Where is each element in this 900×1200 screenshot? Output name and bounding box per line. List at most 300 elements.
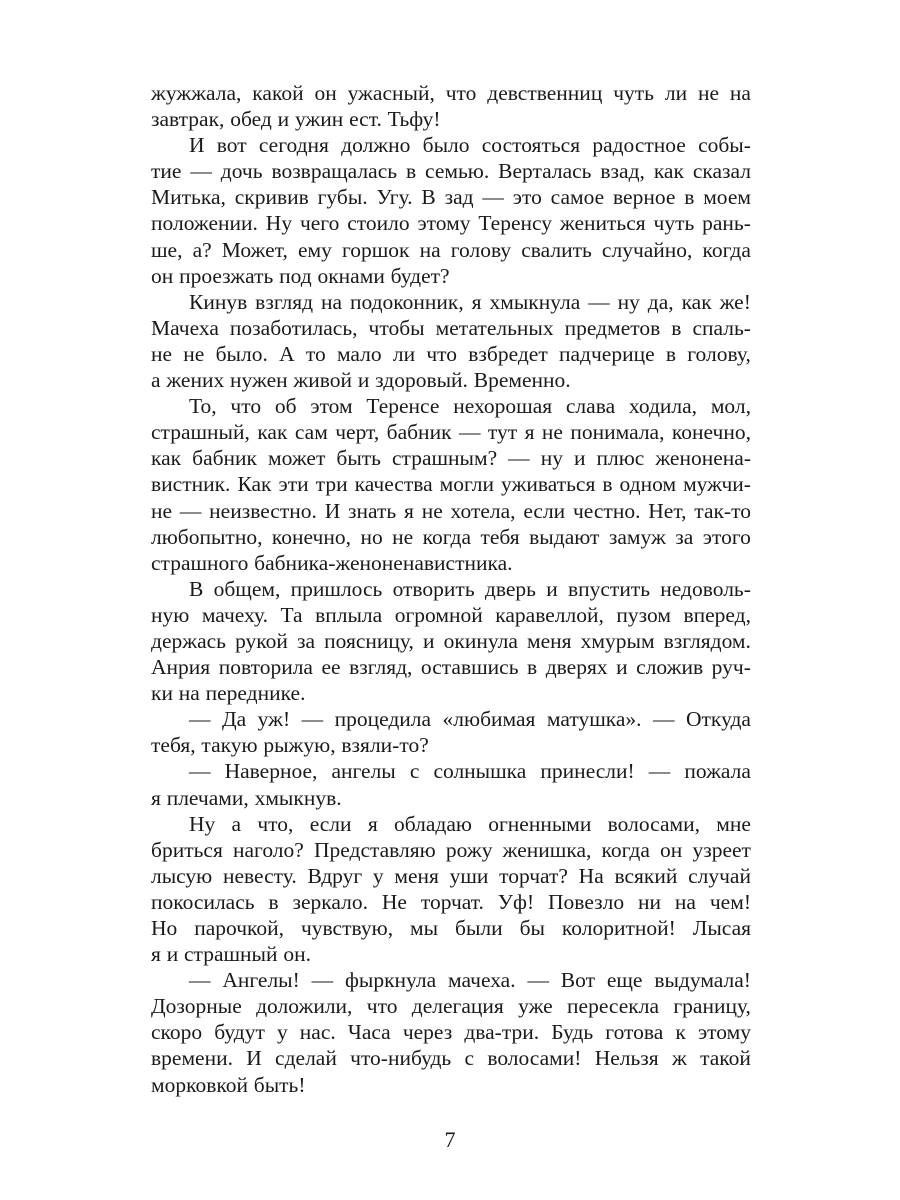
word: на bbox=[178, 681, 200, 706]
word: Тьфу! bbox=[387, 107, 441, 132]
word: стоило bbox=[347, 211, 410, 236]
word: меня bbox=[394, 863, 439, 888]
word: впустить bbox=[567, 576, 651, 601]
word: губы. bbox=[317, 185, 368, 210]
word: ж bbox=[671, 1046, 687, 1071]
word: когда bbox=[601, 837, 650, 862]
word: могли bbox=[439, 472, 494, 497]
word: В bbox=[189, 576, 204, 601]
word: два-три. bbox=[464, 1020, 540, 1045]
word: к bbox=[675, 1020, 686, 1045]
text-line bbox=[151, 654, 751, 680]
word: Наверное, bbox=[224, 759, 318, 784]
text-line bbox=[151, 889, 751, 915]
word: ше, bbox=[151, 237, 183, 262]
word: когда bbox=[702, 237, 751, 262]
word: ли bbox=[664, 81, 688, 105]
word: у bbox=[372, 863, 384, 888]
word: черт, bbox=[335, 420, 380, 445]
word: — bbox=[189, 968, 211, 993]
word: сам bbox=[294, 420, 328, 445]
paragraph bbox=[151, 811, 751, 968]
text-line bbox=[151, 419, 751, 445]
word: я bbox=[404, 498, 414, 523]
word: ную bbox=[151, 602, 190, 627]
word: На bbox=[578, 863, 604, 888]
word: рыжую, bbox=[263, 733, 336, 758]
text-line bbox=[151, 602, 751, 628]
text-line bbox=[151, 941, 751, 967]
word: вперед, bbox=[683, 602, 751, 627]
word: я bbox=[151, 785, 161, 810]
word: три bbox=[315, 472, 348, 497]
text-line bbox=[151, 811, 751, 837]
word: ест. bbox=[349, 107, 382, 132]
word: самое bbox=[550, 185, 605, 210]
word: тебя bbox=[480, 524, 520, 549]
word: сказал bbox=[692, 159, 751, 184]
word: огненными bbox=[488, 811, 592, 836]
text-line bbox=[151, 706, 751, 732]
word: взяли-то? bbox=[341, 733, 429, 758]
word: взглядом. bbox=[663, 628, 751, 653]
text-line bbox=[151, 732, 751, 758]
word: а bbox=[231, 811, 242, 836]
word: ну bbox=[617, 289, 640, 314]
word: То, bbox=[189, 394, 217, 419]
word: Временно. bbox=[473, 368, 571, 393]
word: моем bbox=[703, 185, 751, 210]
word: и bbox=[546, 576, 558, 601]
word: что bbox=[445, 81, 477, 105]
word: Как bbox=[237, 472, 272, 497]
word: этого bbox=[702, 524, 751, 549]
word: дверь bbox=[484, 576, 536, 601]
word: бабник bbox=[192, 446, 258, 471]
word: верное bbox=[613, 185, 676, 210]
word: метательных bbox=[435, 315, 554, 340]
word: принесли! bbox=[540, 759, 635, 784]
word: оставшись bbox=[420, 655, 519, 680]
word: — bbox=[189, 707, 211, 732]
word: взад, bbox=[600, 159, 645, 184]
word: жениться bbox=[559, 211, 646, 236]
word: недоволь- bbox=[660, 576, 751, 601]
word: в bbox=[405, 159, 417, 184]
word: он bbox=[151, 263, 174, 288]
word: уши bbox=[449, 863, 489, 888]
word: ее bbox=[321, 655, 341, 680]
word: ну bbox=[540, 446, 563, 471]
word: чуть bbox=[613, 81, 654, 105]
word: В bbox=[421, 185, 436, 210]
word: И bbox=[246, 1046, 262, 1071]
word: — bbox=[189, 759, 211, 784]
word: волосами, bbox=[607, 811, 700, 836]
text-line bbox=[151, 263, 751, 289]
word: «любимая bbox=[442, 707, 536, 732]
word: Часа bbox=[347, 1020, 391, 1045]
word: быть bbox=[336, 446, 381, 471]
word: когда bbox=[422, 524, 472, 549]
text-line bbox=[151, 80, 751, 106]
word: уживаться bbox=[501, 472, 596, 497]
word: сделай bbox=[275, 1046, 337, 1071]
text-line bbox=[151, 158, 751, 184]
word: страшный, bbox=[151, 420, 250, 445]
text-line bbox=[151, 1072, 751, 1098]
word: если bbox=[309, 811, 352, 836]
word: ангелы bbox=[331, 759, 396, 784]
word: ходила, bbox=[628, 394, 698, 419]
word: на bbox=[419, 237, 441, 262]
word: тие bbox=[151, 159, 182, 184]
word: горшок bbox=[341, 237, 410, 262]
word: И bbox=[324, 498, 341, 523]
word: да, bbox=[647, 289, 674, 314]
word: бабник bbox=[386, 420, 452, 445]
word: я bbox=[471, 289, 482, 314]
word: ужин bbox=[294, 107, 344, 132]
word: жених bbox=[166, 368, 225, 393]
word: эти bbox=[278, 472, 309, 497]
word: мол, bbox=[710, 394, 751, 419]
word: мачеху. bbox=[201, 602, 268, 627]
text-line bbox=[151, 445, 751, 471]
word: взгляд, bbox=[349, 655, 413, 680]
word: руч- bbox=[711, 655, 751, 680]
text-line bbox=[151, 785, 751, 811]
word: Будь bbox=[551, 1020, 594, 1045]
word: — bbox=[311, 968, 334, 993]
text-line bbox=[151, 915, 751, 941]
word: хмыкнула bbox=[489, 289, 581, 314]
word: конечно, bbox=[671, 420, 751, 445]
word: здоровый. bbox=[375, 368, 468, 393]
word: на bbox=[674, 889, 696, 914]
word: этому bbox=[697, 1020, 751, 1045]
word: этом bbox=[310, 394, 353, 419]
word: мне bbox=[716, 811, 751, 836]
word: такую bbox=[201, 733, 258, 758]
paragraph bbox=[151, 706, 751, 758]
word: чем! bbox=[709, 889, 751, 914]
word: — bbox=[648, 759, 671, 784]
word: в bbox=[602, 472, 613, 497]
word: неизвестно. bbox=[209, 498, 317, 523]
word: зеркало. bbox=[292, 889, 369, 914]
word: общем, bbox=[213, 576, 281, 601]
word: семью. bbox=[425, 159, 490, 184]
word: я bbox=[367, 811, 378, 836]
page-body bbox=[151, 80, 751, 1098]
word: и bbox=[357, 368, 370, 393]
text-line bbox=[151, 184, 751, 210]
word: Нельзя bbox=[594, 1046, 659, 1071]
word: честно. bbox=[572, 498, 641, 523]
word: что bbox=[230, 394, 262, 419]
word: на bbox=[729, 81, 751, 105]
word: — bbox=[508, 446, 530, 471]
word: плечами, bbox=[166, 785, 249, 810]
word: Вдруг bbox=[307, 863, 363, 888]
word: страшного bbox=[151, 550, 249, 575]
word: выдумала! bbox=[654, 968, 751, 993]
word: знать bbox=[348, 498, 397, 523]
word: завтрак, bbox=[151, 107, 225, 132]
word: свалить bbox=[521, 237, 592, 262]
word: любопытно, bbox=[151, 524, 263, 549]
word: и bbox=[616, 655, 628, 680]
word: колоритной! bbox=[561, 916, 676, 940]
text-line bbox=[151, 106, 751, 132]
word: солнышка bbox=[433, 759, 527, 784]
paragraph bbox=[151, 289, 751, 393]
word: обед bbox=[230, 107, 272, 132]
word: рукой bbox=[235, 628, 288, 653]
word: что bbox=[426, 341, 458, 366]
paragraph bbox=[151, 393, 751, 576]
word: это bbox=[512, 185, 542, 210]
word: нужен bbox=[230, 368, 288, 393]
word: — bbox=[179, 498, 202, 523]
word: хмыкнув. bbox=[254, 785, 342, 810]
word: матушка». bbox=[546, 707, 642, 732]
word: Может, bbox=[221, 237, 288, 262]
word: Кинув bbox=[189, 289, 248, 314]
word: вплыла bbox=[315, 602, 383, 627]
word: предметов bbox=[564, 315, 661, 340]
word: с bbox=[464, 1046, 475, 1071]
word: слава bbox=[565, 394, 616, 419]
word: дочь bbox=[220, 159, 263, 184]
word: быть! bbox=[253, 1072, 306, 1097]
word: Лысая bbox=[692, 916, 751, 940]
word: на bbox=[321, 289, 343, 314]
word: Митька, bbox=[151, 185, 226, 210]
word: хотела, bbox=[450, 498, 516, 523]
word: вистник. bbox=[151, 472, 231, 497]
text-line bbox=[151, 393, 751, 419]
word: женонена- bbox=[655, 446, 751, 471]
word: мало bbox=[336, 341, 382, 366]
paragraph bbox=[151, 576, 751, 706]
paragraph bbox=[151, 758, 751, 810]
word: Теренсу bbox=[478, 211, 553, 236]
word: в bbox=[527, 655, 538, 680]
word: что bbox=[366, 994, 398, 1019]
page-number: 7 bbox=[444, 1127, 456, 1152]
word: скоро bbox=[151, 1020, 203, 1045]
word: мужчи- bbox=[683, 472, 751, 497]
word: тут bbox=[487, 420, 518, 445]
word: Повезло bbox=[548, 889, 625, 914]
word: чего bbox=[299, 211, 340, 236]
word: мачеха. bbox=[447, 968, 516, 993]
word: не bbox=[421, 498, 443, 523]
word: каравеллой, bbox=[495, 602, 604, 627]
word: не bbox=[151, 498, 173, 523]
word: — bbox=[301, 707, 324, 732]
word: должно bbox=[341, 133, 411, 158]
word: в bbox=[671, 315, 682, 340]
word: пузом bbox=[616, 602, 671, 627]
word: И bbox=[189, 133, 205, 158]
word: ки bbox=[151, 681, 173, 706]
word: чувствую, bbox=[300, 916, 394, 940]
paragraph bbox=[151, 132, 751, 289]
word: пересекла bbox=[567, 994, 659, 1019]
word: и bbox=[277, 107, 290, 132]
word: и bbox=[573, 446, 586, 471]
word: Но bbox=[151, 916, 178, 940]
word: лысую bbox=[151, 863, 213, 888]
word: женишка, bbox=[502, 837, 592, 862]
word: вот bbox=[216, 133, 247, 158]
text-line bbox=[151, 367, 751, 393]
word: пришлось bbox=[290, 576, 383, 601]
word: качества bbox=[354, 472, 433, 497]
word: Угу. bbox=[376, 185, 413, 210]
text-line bbox=[151, 628, 751, 654]
text-line bbox=[151, 132, 751, 158]
word: бабника-женоненавистника. bbox=[254, 550, 513, 575]
word: будет? bbox=[390, 263, 450, 288]
word: в bbox=[268, 889, 279, 914]
word: А bbox=[279, 341, 295, 366]
word: случай bbox=[688, 863, 751, 888]
text-line bbox=[151, 524, 751, 550]
word: Представляю bbox=[313, 837, 436, 862]
word: ни bbox=[638, 889, 662, 914]
word: как bbox=[653, 159, 684, 184]
word: было. bbox=[215, 341, 268, 366]
word: переднике. bbox=[205, 681, 306, 706]
word: тебя, bbox=[151, 733, 196, 758]
word: подоконник, bbox=[349, 289, 464, 314]
word: страшным? bbox=[392, 446, 498, 471]
word: что, bbox=[257, 811, 294, 836]
word: Не bbox=[381, 889, 407, 914]
word: готова bbox=[605, 1020, 664, 1045]
word: у bbox=[276, 1020, 288, 1045]
word: меня bbox=[527, 628, 572, 653]
word: процедила bbox=[334, 707, 432, 732]
word: огромной bbox=[394, 602, 483, 627]
word: нехорошая bbox=[453, 394, 553, 419]
word: торчат? bbox=[499, 863, 568, 888]
word: я bbox=[151, 942, 161, 967]
text-line bbox=[151, 993, 751, 1019]
word: Ну bbox=[265, 211, 293, 236]
word: же! bbox=[719, 289, 751, 314]
word: Верталась bbox=[498, 159, 592, 184]
word: какой bbox=[252, 81, 304, 105]
word: с bbox=[409, 759, 420, 784]
word: рань- bbox=[702, 211, 751, 236]
word: еще bbox=[606, 968, 643, 993]
text-line bbox=[151, 498, 751, 524]
word: собы- bbox=[698, 133, 751, 158]
word: жужжала, bbox=[151, 81, 242, 105]
text-line bbox=[151, 967, 751, 993]
word: но bbox=[360, 524, 383, 549]
word: а? bbox=[192, 237, 212, 262]
word: спаль- bbox=[692, 315, 751, 340]
word: пожала bbox=[684, 759, 751, 784]
word: Ангелы! bbox=[222, 968, 300, 993]
text-line bbox=[151, 315, 751, 341]
word: этому bbox=[417, 211, 471, 236]
word: времени. bbox=[151, 1046, 233, 1071]
word: зад bbox=[444, 185, 474, 210]
word: доложили, bbox=[256, 994, 353, 1019]
word: за bbox=[675, 524, 694, 549]
word: я bbox=[524, 420, 535, 445]
word: возвращалась bbox=[271, 159, 398, 184]
paragraph bbox=[151, 967, 751, 1097]
word: может bbox=[268, 446, 326, 471]
word: окнами bbox=[317, 263, 385, 288]
text-line bbox=[151, 576, 751, 602]
text-line bbox=[151, 289, 751, 315]
word: ли bbox=[392, 341, 416, 366]
word: конечно, bbox=[271, 524, 351, 549]
word: не bbox=[183, 341, 205, 366]
word: замуж bbox=[608, 524, 666, 549]
word: волосами! bbox=[487, 1046, 582, 1071]
word: окинула bbox=[443, 628, 518, 653]
word: парочкой, bbox=[194, 916, 285, 940]
word: случайно, bbox=[601, 237, 693, 262]
word: как bbox=[151, 446, 182, 471]
word: сегодня bbox=[258, 133, 329, 158]
word: голову bbox=[450, 237, 512, 262]
word: было bbox=[422, 133, 470, 158]
word: дверях bbox=[545, 655, 608, 680]
word: не bbox=[697, 81, 720, 105]
word: Нет, bbox=[648, 498, 687, 523]
word: Откуда bbox=[686, 707, 751, 732]
word: как bbox=[257, 420, 288, 445]
text-line bbox=[151, 758, 751, 784]
word: уж! bbox=[257, 707, 291, 732]
word: фыркнула bbox=[344, 968, 437, 993]
word: и bbox=[166, 942, 179, 967]
word: он bbox=[314, 81, 337, 105]
word: чтобы bbox=[368, 315, 425, 340]
text-line bbox=[151, 237, 751, 263]
word: одном bbox=[619, 472, 677, 497]
word: понимала, bbox=[570, 420, 665, 445]
paragraph bbox=[151, 80, 751, 132]
word: — bbox=[653, 707, 675, 732]
word: нас. bbox=[299, 1020, 336, 1045]
word: в bbox=[665, 341, 677, 366]
text-line bbox=[151, 1045, 751, 1071]
word: отворить bbox=[392, 576, 475, 601]
word: положении. bbox=[151, 211, 258, 236]
word: проезжать bbox=[179, 263, 274, 288]
word: такой bbox=[700, 1046, 751, 1071]
word: страшный bbox=[184, 942, 278, 967]
word: мы bbox=[410, 916, 439, 940]
word: чуть bbox=[653, 211, 695, 236]
word: так-то bbox=[694, 498, 751, 523]
word: покосилась bbox=[151, 889, 255, 914]
word: — bbox=[588, 289, 610, 314]
word: живой bbox=[293, 368, 353, 393]
